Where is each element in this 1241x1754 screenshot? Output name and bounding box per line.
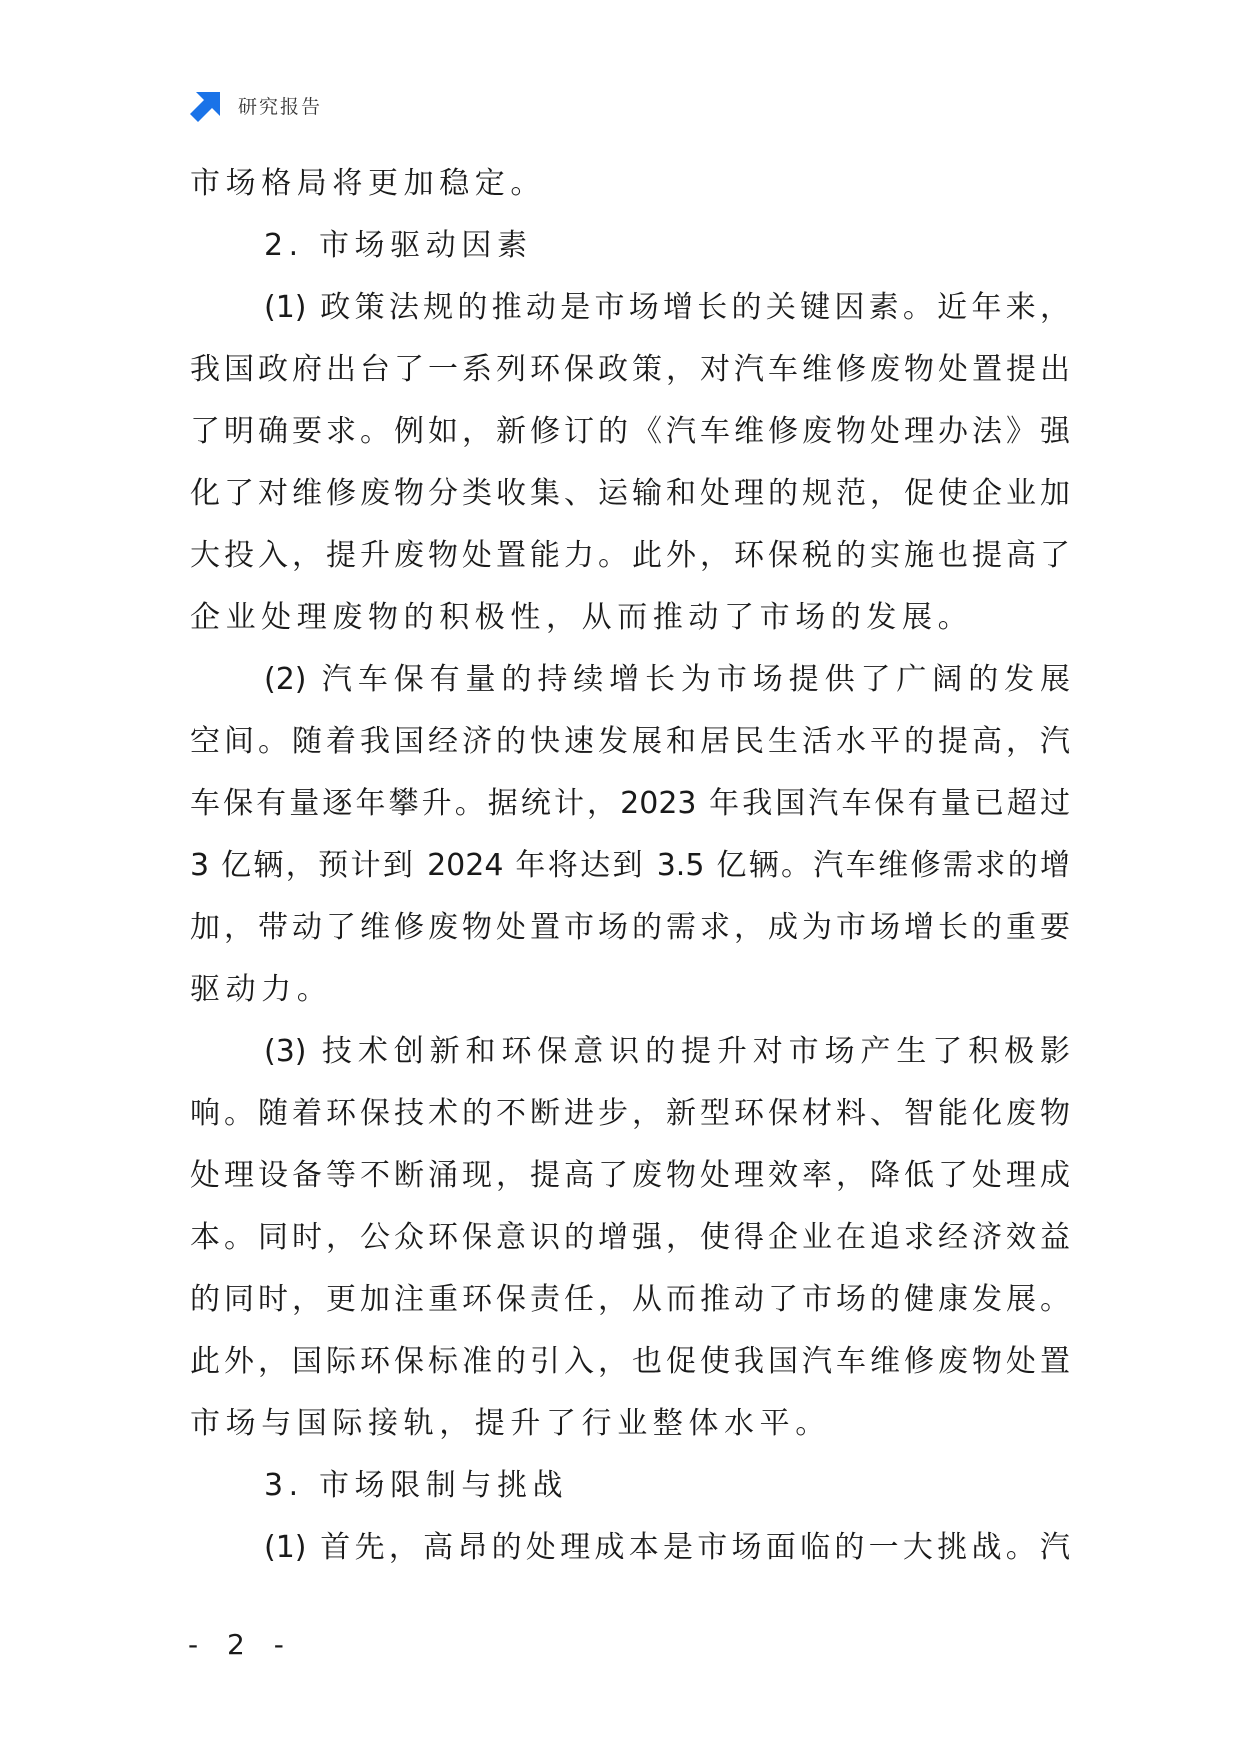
section-heading: 2. 市场驱动因素 bbox=[264, 228, 533, 263]
paragraph-line: 车保有量逐年攀升。据统计，2023 年我国汽车保有量已超过 bbox=[190, 786, 1070, 821]
document-body bbox=[190, 153, 1070, 1579]
paragraph-line: 本。同时，公众环保意识的增强，使得企业在追求经济效益 bbox=[190, 1220, 1070, 1255]
paragraph-line: 响。随着环保技术的不断进步，新型环保材料、智能化废物 bbox=[190, 1096, 1070, 1131]
section-heading: 3. 市场限制与挑战 bbox=[264, 1468, 569, 1503]
page-number: - 2 - bbox=[188, 1628, 294, 1661]
paragraph-line: 市场格局将更加稳定。 bbox=[190, 166, 546, 201]
paragraph-line: 此外，国际环保标准的引入，也促使我国汽车维修废物处置 bbox=[190, 1344, 1070, 1379]
paragraph-line: 的同时，更加注重环保责任，从而推动了市场的健康发展。 bbox=[190, 1282, 1070, 1317]
arrow-up-right-icon bbox=[190, 88, 224, 122]
paragraph-line: (1) 政策法规的推动是市场增长的关键因素。近年来， bbox=[264, 290, 1070, 325]
report-header bbox=[190, 88, 322, 122]
paragraph-line: 大投入，提升废物处置能力。此外，环保税的实施也提高了 bbox=[190, 538, 1070, 573]
paragraph-line: (2) 汽车保有量的持续增长为市场提供了广阔的发展 bbox=[264, 662, 1070, 697]
paragraph-line: 驱动力。 bbox=[190, 972, 333, 1007]
paragraph-line: 空间。随着我国经济的快速发展和居民生活水平的提高，汽 bbox=[190, 724, 1070, 759]
paragraph-line: (3) 技术创新和环保意识的提升对市场产生了积极影 bbox=[264, 1034, 1070, 1069]
header-title: 研究报告 bbox=[238, 95, 323, 118]
paragraph-line: 了明确要求。例如，新修订的《汽车维修废物处理办法》强 bbox=[190, 414, 1070, 449]
paragraph-line: 加，带动了维修废物处置市场的需求，成为市场增长的重要 bbox=[190, 910, 1070, 945]
paragraph-line: 企业处理废物的积极性，从而推动了市场的发展。 bbox=[190, 600, 974, 635]
paragraph-line: 我国政府出台了一系列环保政策，对汽车维修废物处置提出 bbox=[190, 352, 1070, 387]
paragraph-line: 处理设备等不断涌现，提高了废物处理效率，降低了处理成 bbox=[190, 1158, 1070, 1193]
paragraph-line: 3 亿辆，预计到 2024 年将达到 3.5 亿辆。汽车维修需求的增 bbox=[190, 848, 1070, 883]
paragraph-line: (1) 首先，高昂的处理成本是市场面临的一大挑战。汽 bbox=[264, 1530, 1070, 1565]
paragraph-line: 化了对维修废物分类收集、运输和处理的规范，促使企业加 bbox=[190, 476, 1070, 511]
paragraph-line: 市场与国际接轨，提升了行业整体水平。 bbox=[190, 1406, 831, 1441]
